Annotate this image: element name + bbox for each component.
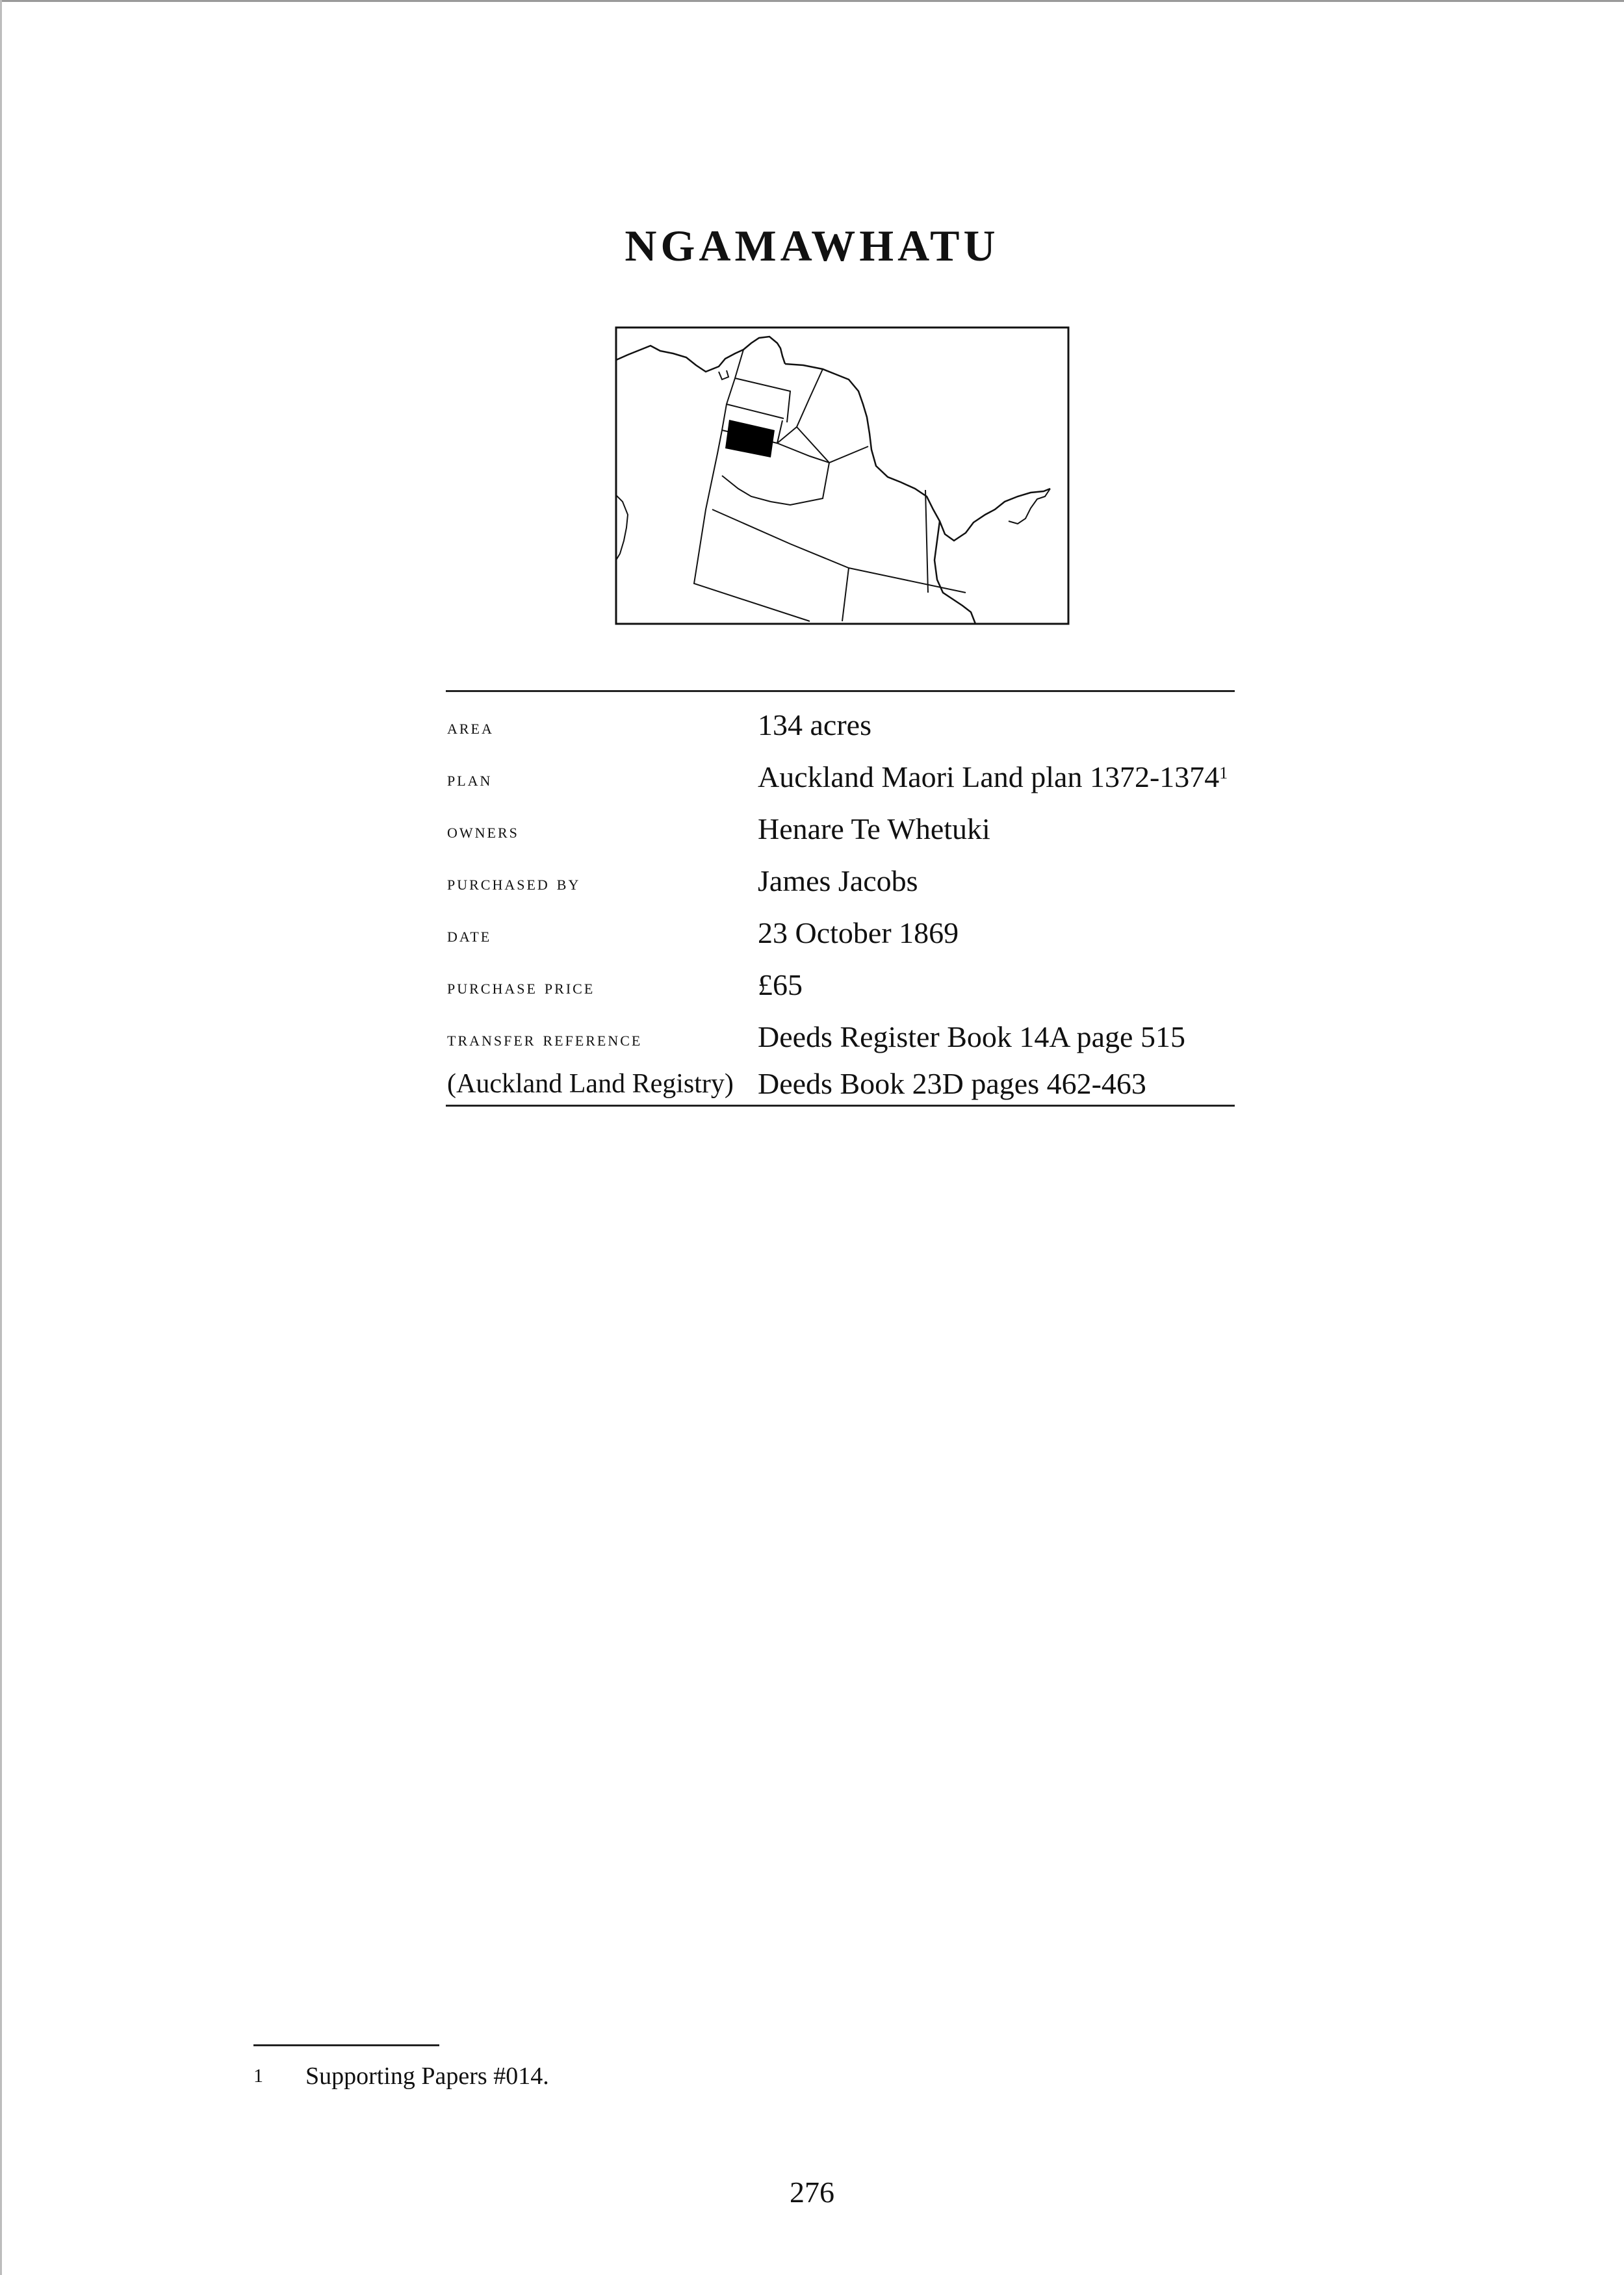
page-top-edge — [0, 0, 1624, 2]
detail-value: Deeds Register Book 14A page 515 — [758, 1020, 1185, 1053]
detail-row-transfer-reference — [447, 1014, 1235, 1066]
detail-row-land-registry — [447, 1066, 1235, 1106]
detail-row-plan — [447, 754, 1235, 806]
map-border — [616, 328, 1068, 624]
table-bottom-rule — [446, 1105, 1235, 1107]
detail-row-date — [447, 910, 1235, 962]
footnote-reference: 1 — [1219, 764, 1228, 782]
detail-label: plan — [447, 767, 493, 790]
footnote-text: Supporting Papers #014. — [305, 2063, 549, 2090]
detail-value: James Jacobs — [758, 864, 918, 897]
detail-row-owners — [447, 806, 1235, 858]
locator-map-svg — [615, 326, 1070, 625]
land-details-table — [447, 702, 1235, 1106]
detail-label: transfer reference — [447, 1027, 643, 1050]
detail-value: Deeds Book 23D pages 462-463 — [758, 1067, 1146, 1100]
detail-sublabel: (Auckland Land Registry) — [447, 1069, 734, 1099]
detail-label: purchase price — [447, 975, 595, 998]
footnote-rule — [253, 2044, 439, 2046]
page-left-edge — [0, 0, 2, 2275]
detail-value: £65 — [758, 968, 803, 1001]
table-top-rule — [446, 690, 1235, 692]
detail-value: Auckland Maori Land plan 1372-1374 — [758, 760, 1220, 793]
footnote — [253, 2060, 549, 2092]
page-title: NGAMAWHATU — [625, 221, 999, 270]
footnote-mark: 1 — [253, 2065, 263, 2087]
detail-row-purchase-price — [447, 962, 1235, 1014]
detail-label: date — [447, 923, 492, 946]
detail-value: 23 October 1869 — [758, 916, 959, 949]
detail-value: Henare Te Whetuki — [758, 812, 990, 845]
detail-label: area — [447, 715, 494, 738]
detail-label: purchased by — [447, 871, 581, 894]
detail-value-with-footnote — [758, 759, 1228, 795]
detail-label: owners — [447, 819, 519, 842]
detail-row-area — [447, 702, 1235, 754]
detail-row-purchased-by — [447, 858, 1235, 910]
locator-map — [615, 326, 1070, 625]
detail-value: 134 acres — [758, 708, 871, 741]
page-number: 276 — [790, 2176, 834, 2209]
